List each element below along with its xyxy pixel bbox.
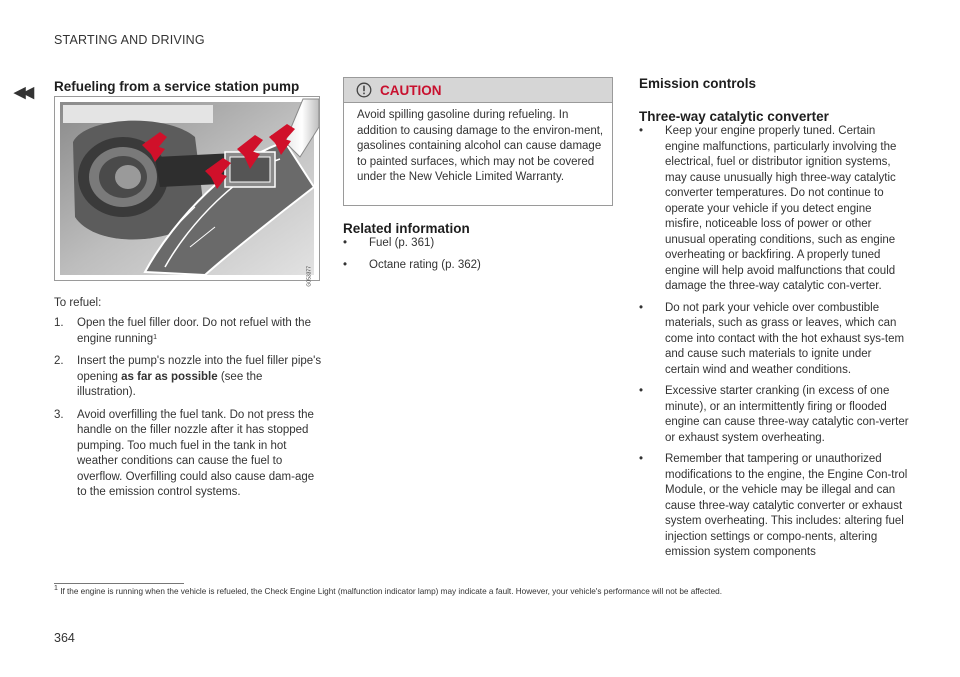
list-item: • Excessive starter cranking (in excess of one minute), or an intermittently firing or flooded engine can cause three-way catalytic con-verter or exhaust system overheating. [639,385,909,444]
page-number: 364 [54,631,75,645]
related-link-octane[interactable]: • Octane rating (p. 362) [343,258,613,274]
refuel-intro: To refuel: [54,297,102,309]
emission-title: Emission controls [639,76,757,91]
step-text: Open the fuel filler door. Do not refuel with the engine running [77,317,311,345]
related-title: Related information [343,221,470,236]
footnote [54,587,722,596]
list-item [54,354,322,401]
footnote-divider [54,583,184,584]
step-number: 3. [54,408,64,421]
related-link-fuel[interactable]: • Fuel (p. 361) [343,236,613,252]
caution-text: Avoid spilling gasoline during refueling. In addition to causing damage to the environ-ment, gasolines containing alcohol can cause damage to painted surfaces, which may not be covered under the New Vehicle Limited Warranty. [357,109,604,183]
bullet: • [639,385,644,397]
fuel-nozzle-illustration [55,97,319,280]
bullet: • [639,301,644,314]
bullet: • [343,258,348,271]
footnote-text: If the engine is running when the vehicle is refueled, the Check Engine Light (malfunction indicator lamp) may indicate a fault. However, your vehicle's performance will not be affected. [60,587,722,596]
list-item [54,408,322,501]
exclamation-circle-icon [356,82,372,98]
refuel-section-title: Refueling from a service station pump [54,79,300,94]
emission-subtitle: Three-way catalytic converter [639,109,829,124]
step-number: 1. [54,317,64,329]
footnote-marker: 1 [54,585,58,592]
bullet: • [639,453,644,465]
footnote-ref: 1 [153,333,157,341]
figure-code: G053377 [307,266,313,287]
list-item: • Keep your engine properly tuned. Certain engine malfunctions, particularly involving the electrical, fuel or distributor ignition systems, may cause unusually high three-way catalytic converter temperatures. Do not continue to operate your vehicle if you detect engine misfire, noticeable loss of power or other unusual operating conditions, such as engine overheating or backfiring. A properly tuned engine will help avoid malfunctions that could damage the three-way catalytic con-verter. [639,125,897,292]
emission-list [639,124,909,567]
refuel-steps [54,316,322,508]
caution-header [344,78,612,103]
refuel-illustration [54,96,320,287]
caution-box [343,77,613,206]
back-arrow-icon: ◀◀ [14,84,32,101]
running-head: STARTING AND DRIVING [54,33,205,47]
step-number: 2. [54,355,64,367]
list-item: • Remember that tampering or unauthorized modifications to the engine, the Engine Con-trol Module, or the vehicle may be illegal and can cause three-way catalytic converter or exhaust system overheating. This includes: altering fuel injection settings or compo-nents, altering emission system components [639,453,908,558]
bullet: • [639,125,644,137]
step-text: (see the illustration). [77,370,263,398]
step-emphasis: as far as possible [121,370,218,383]
list-item: • Do not park your vehicle over combustible materials, such as grass or leaves, which can come into contact with the hot exhaust sys-tem and cause such materials to ignite under certain wind and weather conditions. [639,301,905,376]
bullet: • [343,237,348,249]
list-item [54,316,322,347]
step-text: Insert the pump's nozzle into the fuel filler pipe's opening [77,355,322,383]
caution-label: CAUTION [380,83,442,98]
step-text: Avoid overfilling the fuel tank. Do not press the handle on the filler nozzle after it has stopped pumping. Too much fuel in the tank in hot weather conditions can cause the fuel to overflow. Overfilling could also cause dam-age to the emission control systems. [77,408,315,498]
related-list [343,236,613,279]
